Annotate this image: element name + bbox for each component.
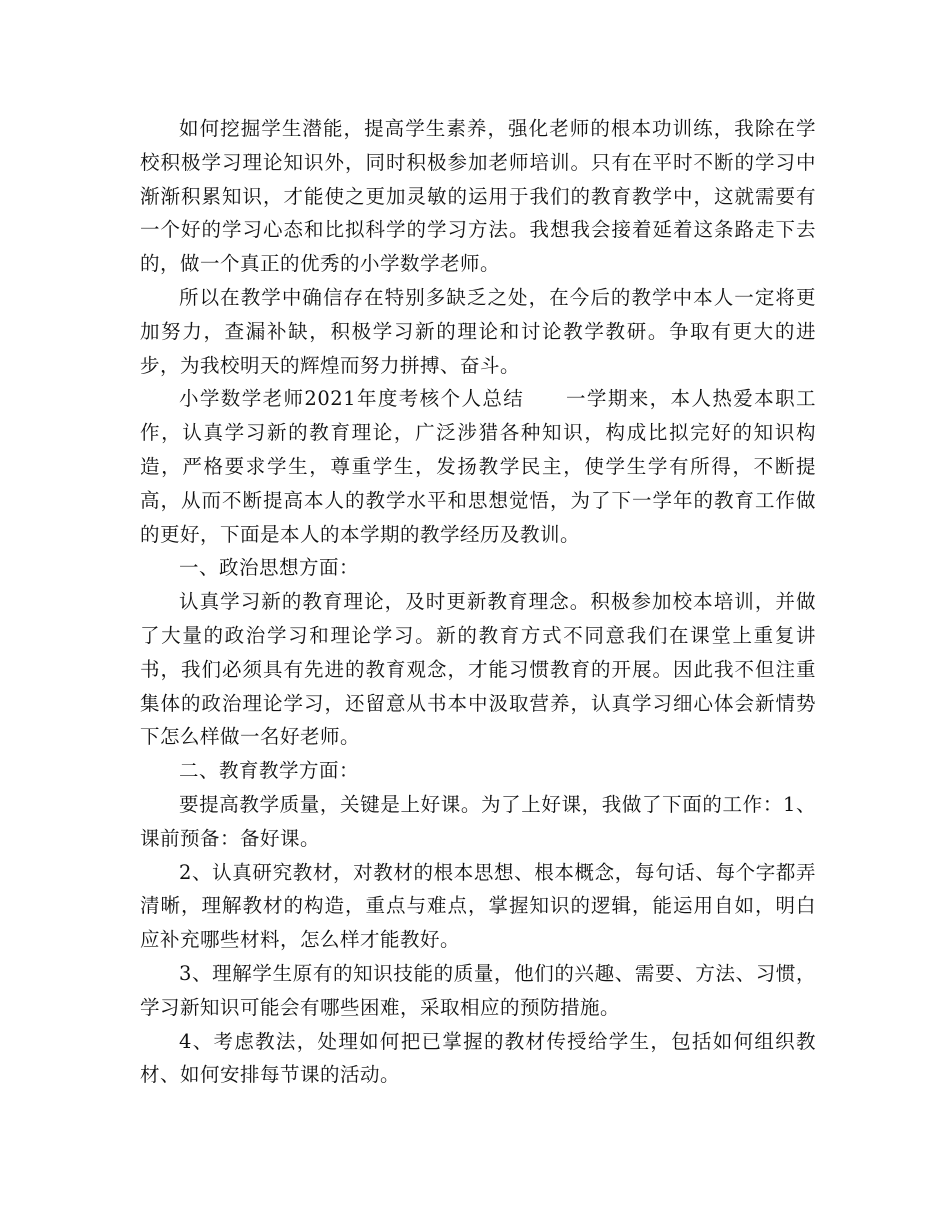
- paragraph-4: 认真学习新的教育理论，及时更新教育理念。积极参加校本培训，并做了大量的政治学习和理论学习。新的教育方式不同意我们在课堂上重复讲书，我们必须具有先进的教育观念，才能习惯教育的开展。因此我不但注重集体的政治理论学习，还留意从书本中汲取营养，认真学习细心体会新情势下怎么样做一名好老师。: [140, 590, 816, 749]
- document-body: [140, 112, 816, 1092]
- section-heading-teaching: 二、教育教学方面：: [179, 759, 360, 783]
- section-heading-political: 一、政治思想方面：: [179, 556, 360, 580]
- paragraph-3: 小学数学老师2021年度考核个人总结 一学期来，本人热爱本职工作，认真学习新的教育理论，广泛涉猎各种知识，构成比拟完好的知识构造，严格要求学生，尊重学生，发扬教学民主，使学生学有所得，不断提高，从而不断提高本人的教学水平和思想觉悟，为了下一学年的教育工作做的更好，下面是本人的本学期的教学经历及教训。: [140, 387, 816, 546]
- paragraph-2: 所以在教学中确信存在特别多缺乏之处，在今后的教学中本人一定将更加努力，查漏补缺，积极学习新的理论和讨论教学教研。争取有更大的进步，为我校明天的辉煌而努力拼搏、奋斗。: [140, 285, 816, 377]
- paragraph-6: 2、认真研究教材，对教材的根本思想、根本概念，每句话、每个字都弄清晰，理解教材的构造，重点与难点，掌握知识的逻辑，能运用自如，明白应补充哪些材料，怎么样才能教好。: [140, 860, 816, 952]
- paragraph-7: 3、理解学生原有的知识技能的质量，他们的兴趣、需要、方法、习惯，学习新知识可能会有哪些困难，采取相应的预防措施。: [140, 961, 816, 1019]
- paragraph-5: 要提高教学质量，关键是上好课。为了上好课，我做了下面的工作：1、课前预备：备好课。: [140, 792, 816, 850]
- paragraph-1: 如何挖掘学生潜能，提高学生素养，强化老师的根本功训练，我除在学校积极学习理论知识外，同时积极参加老师培训。只有在平时不断的学习中渐渐积累知识，才能使之更加灵敏的运用于我们的教育教学中，这就需要有一个好的学习心态和比拟科学的学习方法。我想我会接着延着这条路走下去的，做一个真正的优秀的小学数学老师。: [140, 117, 816, 276]
- paragraph-8: 4、考虑教法，处理如何把已掌握的教材传授给学生，包括如何组织教材、如何安排每节课的活动。: [140, 1029, 816, 1087]
